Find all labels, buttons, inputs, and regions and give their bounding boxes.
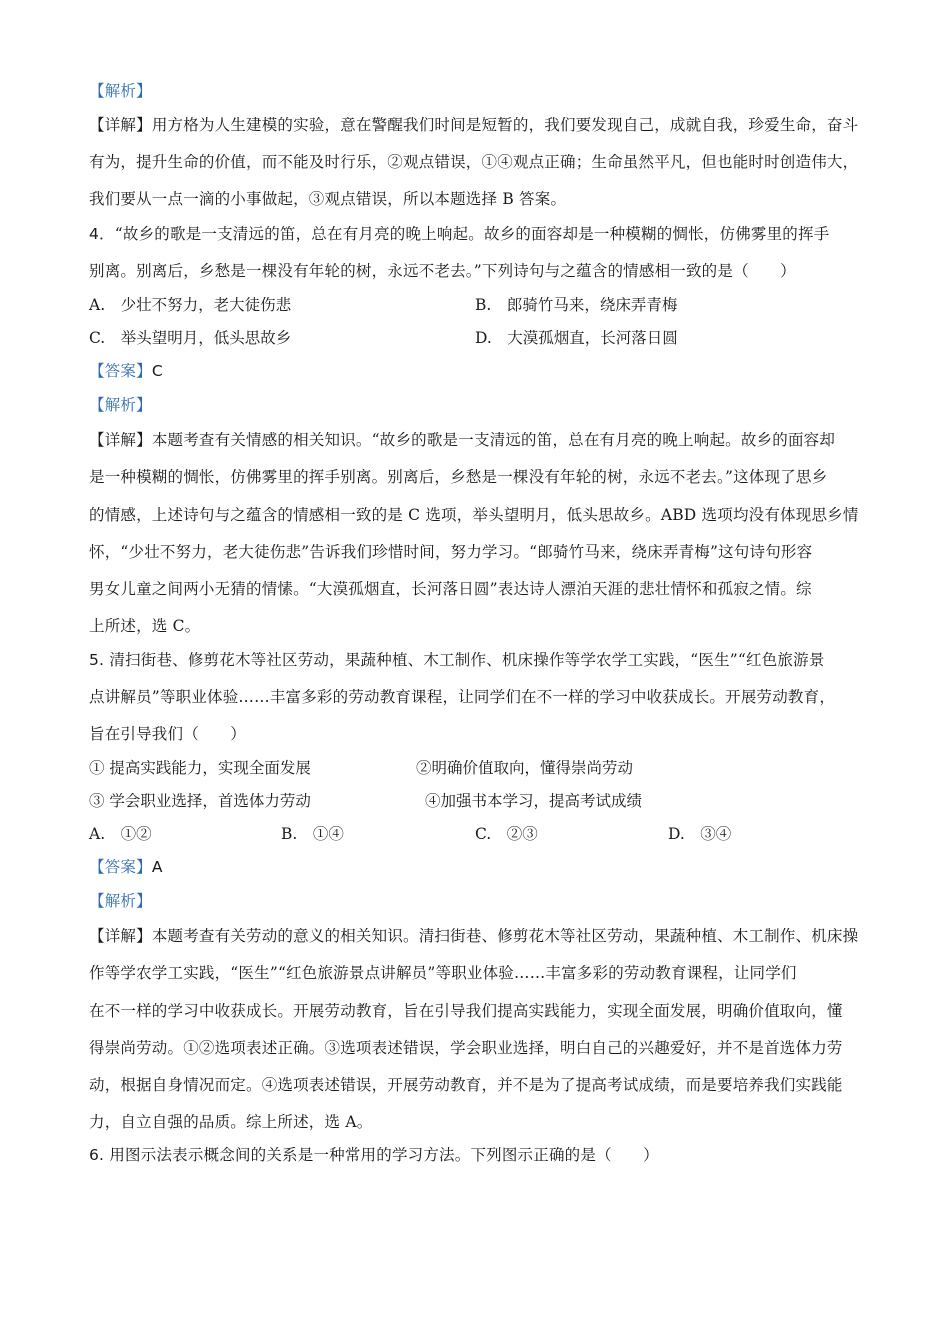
detail-paragraph-line: 在不一样的学习中收获成长。开展劳动教育，旨在引导我们提高实践能力，实现全面发展，明确价值取向，懂 <box>89 1002 843 1020</box>
analysis-tag: 【解析】 <box>89 396 152 414</box>
detail-tag: 【详解】 <box>89 927 152 945</box>
question-5-stem-line: 点讲解员”等职业体验……丰富多彩的劳动教育课程，让同学们在不一样的学习中收获成长。开展劳动教育， <box>89 688 836 706</box>
option-d: D. 大漠孤烟直，长河落日圆 <box>475 329 678 347</box>
analysis-heading <box>89 395 880 415</box>
detail-paragraph-line: 有为，提升生命的价值，而不能及时行乐，②观点错误，①④观点正确；生命虽然平凡，但也能时时创造伟大， <box>89 153 859 171</box>
question-4-stem <box>89 224 880 244</box>
statement-2: ②明确价值取向，懂得崇尚劳动 <box>416 759 634 777</box>
question-number: 5. <box>89 651 105 669</box>
answer-line <box>89 361 880 381</box>
option-b: B. 郎骑竹马来，绕床弄青梅 <box>475 296 678 314</box>
detail-paragraph-line: 我们要从一点一滴的小事做起，③观点错误，所以本题选择 B 答案。 <box>89 190 567 208</box>
question-4-stem-line: 别离。别离后，乡愁是一棵没有年轮的树，永远不老去。”下列诗句与之蕴含的情感相一致的是（ ） <box>89 262 796 280</box>
question-text: “故乡的歌是一支清远的笛，总在有月亮的晚上响起。故乡的面容却是一种模糊的惆怅，仿佛雾里的挥手 <box>114 225 830 243</box>
option-c: C. 举头望明月，低头思故乡 <box>89 329 292 347</box>
statement-1: ① 提高实践能力，实现全面发展 <box>89 759 311 777</box>
question-6-stem <box>89 1145 880 1165</box>
detail-tag: 【详解】 <box>89 431 152 449</box>
analysis-tag: 【解析】 <box>89 82 152 100</box>
detail-text: 本题考查有关劳动的意义的相关知识。清扫街巷、修剪花木等社区劳动，果蔬种植、木工制作、机床操 <box>151 927 859 945</box>
option-a: A. 少壮不努力，老大徒伤悲 <box>89 296 292 314</box>
answer-tag: 【答案】 <box>89 362 152 380</box>
analysis-tag: 【解析】 <box>89 892 152 910</box>
detail-tag: 【详解】 <box>89 116 152 134</box>
statement-4: ④加强书本学习，提高考试成绩 <box>425 792 643 810</box>
answer-line <box>89 857 880 877</box>
detail-paragraph-line <box>89 926 880 946</box>
answer-tag: 【答案】 <box>89 858 152 876</box>
answer-value: A <box>151 858 163 876</box>
detail-paragraph-line: 作等学农学工实践，“医生”“红色旅游景点讲解员”等职业体验……丰富多彩的劳动教育课程，让同学们 <box>89 964 797 982</box>
option-c: C. ②③ <box>475 825 538 843</box>
question-number: 4． <box>89 225 115 243</box>
detail-paragraph-line: 的情感，上述诗句与之蕴含的情感相一致的是 C 选项，举头望明月，低头思故乡。ABD 选项均没有体现思乡情 <box>89 506 859 524</box>
detail-text: 用方格为人生建模的实验，意在警醒我们时间是短暂的，我们要发现自己，成就自我，珍爱生命，奋斗 <box>151 116 859 134</box>
question-5-stem-line: 旨在引导我们（ ） <box>89 725 247 743</box>
detail-paragraph-line: 男女儿童之间两小无猜的情愫。“大漠孤烟直，长河落日圆”表达诗人漂泊天涯的悲壮情怀和孤寂之情。综 <box>89 580 812 598</box>
detail-paragraph-line <box>89 115 880 135</box>
detail-paragraph-line: 力，自立自强的品质。综上所述，选 A。 <box>89 1113 373 1131</box>
option-d: D. ③④ <box>668 825 732 843</box>
option-b: B. ①④ <box>281 825 344 843</box>
detail-paragraph-line <box>89 430 880 450</box>
statement-3: ③ 学会职业选择，首选体力劳动 <box>89 792 311 810</box>
detail-paragraph-line: 上所述，选 C。 <box>89 617 201 635</box>
detail-paragraph-line: 动，根据自身情况而定。④选项表述错误，开展劳动教育，并不是为了提高考试成绩，而是要培养我们实践能 <box>89 1076 843 1094</box>
detail-paragraph-line: 得崇尚劳动。①②选项表述正确。③选项表述错误，学会职业选择，明白自己的兴趣爱好，并不是首选体力劳 <box>89 1039 843 1057</box>
option-a: A. ①② <box>89 825 152 843</box>
question-text: 用图示法表示概念间的关系是一种常用的学习方法。下列图示正确的是（ ） <box>109 1146 659 1164</box>
question-text: 清扫街巷、修剪花木等社区劳动，果蔬种植、木工制作、机床操作等学农学工实践，“医生”“红色旅游景 <box>109 651 825 669</box>
question-number: 6. <box>89 1146 105 1164</box>
question-5-stem <box>89 650 880 670</box>
detail-text: 本题考查有关情感的相关知识。“故乡的歌是一支清远的笛，总在有月亮的晚上响起。故乡的面容却 <box>151 431 836 449</box>
analysis-heading <box>89 891 880 911</box>
answer-value: C <box>151 362 163 380</box>
analysis-heading <box>89 81 880 101</box>
detail-paragraph-line: 怀，“少壮不努力，老大徒伤悲”告诉我们珍惜时间，努力学习。“郎骑竹马来，绕床弄青梅”这句诗句形容 <box>89 543 813 561</box>
detail-paragraph-line: 是一种模糊的惆怅，仿佛雾里的挥手别离。别离后，乡愁是一棵没有年轮的树，永远不老去。”这体现了思乡 <box>89 468 828 486</box>
